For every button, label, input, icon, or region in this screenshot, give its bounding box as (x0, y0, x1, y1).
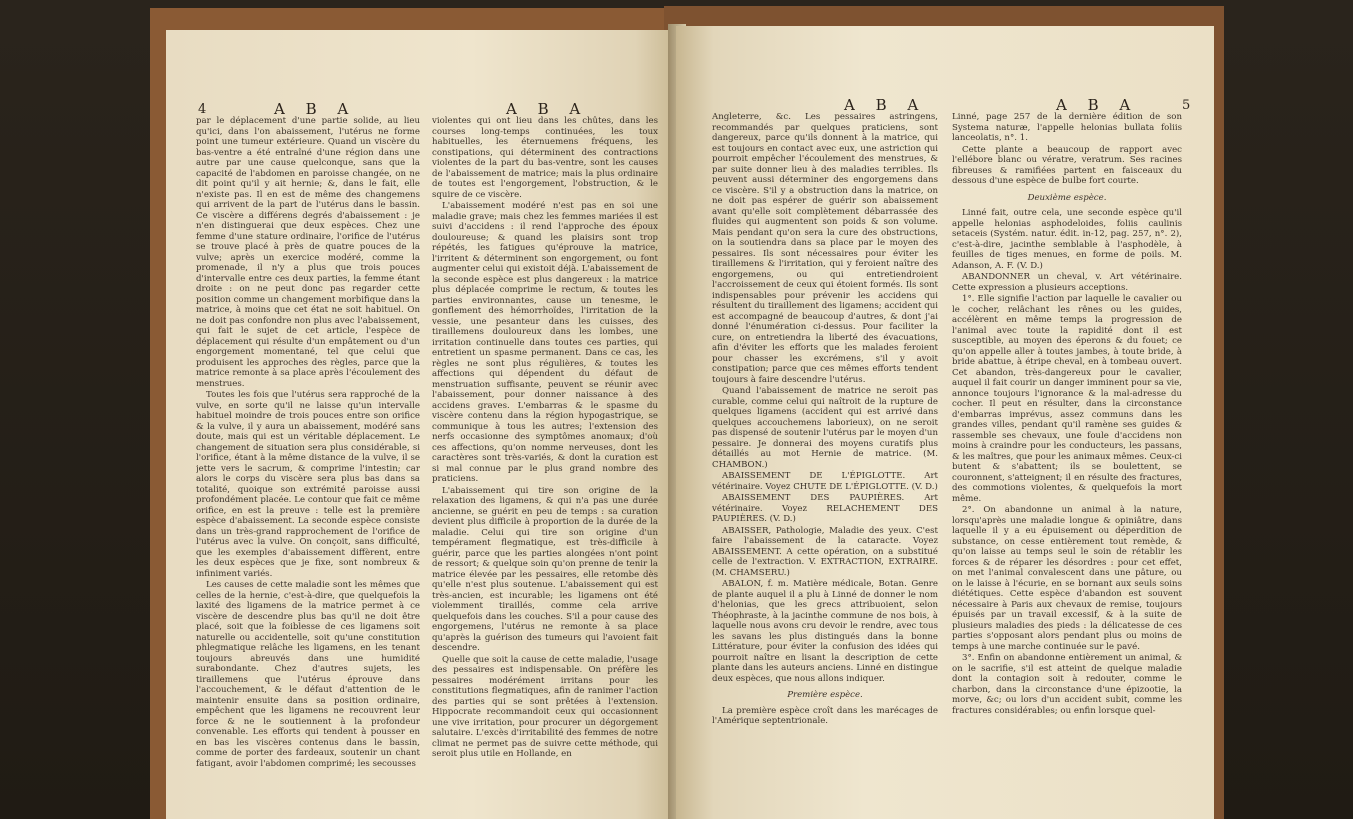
left-page-column-1 (196, 116, 420, 816)
left-page-column-2 (432, 116, 658, 816)
paragraph: Linné, page 257 de la dernière édition de son Systema naturæ, l'appelle helonias bullata foliis lanceolatis, n°. 1. (952, 112, 1182, 143)
paragraph: La première espèce croît dans les marécages de l'Amérique septentrionale. (712, 705, 938, 726)
paragraph: 1°. Elle signifie l'action par laquelle le cavalier ou le cocher, relâchant les rênes ou les guides, accélèrent en même temps la progression de l'animal avec toute la rapidité dont il est susceptible, au moyen des éperons & du fouet; ce qu'on appelle aller à toutes jambes, à toute bride, à bride abattue, à étripe cheval, en à tombeau ouvert. Cet abandon, très-dangereux pour le cavalier, auquel il fait courir un danger imminent pour sa vie, annonce toujours l'ignorance & la mal-adresse du cocher. Il peut en résulter, dans la circonstance d'embarras imprévus, assez communs dans les grandes villes, pendant qu'il ramène ses guides & rassemble ses chevaux, une foule d'accidens non moins à craindre pour les conducteurs, les passans, & les maîtres, que pour les animaux mêmes. Ceux-ci butent & s'abattent; ils se boulettent, se couronnent, s'atteignent; il en résulte des fractures, des commotions violentes, & quelquefois la mort même. (952, 294, 1182, 504)
paragraph: Toutes les fois que l'utérus sera rapproché de la vulve, en sorte qu'il ne laisse qu'un intervalle habituel moindre de trois pouces entre son orifice & la vulve, il y aura un abaissement, modéré sans doute, mais qui est un véritable déplacement. Le changement de situation sera plus considérable, si l'orifice, étant à la même distance de la vulve, il se jette vers le sacrum, & comprime l'intestin; car alors le corps du viscère sera plus bas dans sa totalité, quoique son extrémité paroisse aussi profondément placée. Le contour que fait ce même orifice, en est la preuve : telle est la première espèce d'abaissement. La seconde espèce consiste dans un très-grand rapprochement de l'orifice de l'utérus avec la vulve. On conçoit, sans difficulté, que les exemples d'abaissement diffèrent, entre les deux espèces que je fixe, sont nombreux & infiniment variés. (196, 390, 420, 579)
paragraph: 2°. On abandonne un animal à la nature, lorsqu'après une maladie longue & opiniâtre, dans laquelle il y a eu épuisement ou déperdition de substance, on cesse entièrement tout remède, & qu'on laisse au temps seul le soin de rétablir les forces & de réparer les désordres : pour cet effet, on met l'animal convalescent dans une pâture, ou on le laisse à l'écurie, en se bornant aux seuls soins diététiques. Cette espèce d'abandon est souvent nécessaire à Paris aux chevaux de remise, toujours épuisés par un travail excessif, & à la suite de plusieurs maladies des pieds : la délicatesse de ces parties s'opposant alors pendant plus ou moins de temps à une marche continuée sur le pavé. (952, 505, 1182, 652)
entry-abandonner: ABANDONNER un cheval, v. Art vétérinaire. Cette expression a plusieurs acceptions. (952, 272, 1182, 293)
paragraph: 3°. Enfin on abandonne entièrement un animal, & on le sacrifie, s'il est atteint de quelque maladie dont la contagion soit à redouter, comme le charbon, dans la circonstance d'une épizootie, la morve, &c; ou lors d'un accident subit, comme les fractures considérables; ou enfin lorsque quel- (952, 653, 1182, 716)
entry-abaissement-epiglotte: ABAISSEMENT DE L'ÉPIGLOTTE. Art vétérinaire. Voyez CHUTE DE L'ÉPIGLOTTE. (V. D.) (712, 471, 938, 492)
paragraph: Les causes de cette maladie sont les mêmes que celles de la hernie, c'est-à-dire, que quelquefois la laxité des ligamens de la matrice permet à ce viscère de descendre plus bas qu'il ne doit être placé, soit que la foiblesse de ces ligamens soit naturelle ou accidentelle, soit qu'une constitution phlegmatique relâche les ligamens, en les tenant toujours abreuvés dans une humidité surabondante. Chez d'autres sujets, les tiraillemens que l'utérus éprouve dans l'accouchement, & le défaut d'attention de le maintenir ensuite dans sa position ordinaire, empêchent que les ligamens ne recouvrent leur force & ne le soutiennent à la profondeur convenable. Les efforts qui tendent à pousser en en bas les viscères contenus dans le bassin, comme de porter des fardeaux, soutenir un chant fatigant, avoir l'abdomen comprimé; les secousses (196, 580, 420, 769)
header-right-a: A B A (844, 96, 927, 114)
paragraph: Cette plante a beaucoup de rapport avec l'ellébore blanc ou vératre, veratrum. Ses racines fibreuses & ramifiées partent en faisceaux du dessous d'une espèce de bulbe fort courte. (952, 144, 1182, 186)
page-number-left: 4 (198, 102, 207, 117)
paragraph: L'abaissement qui tire son origine de la relaxation des ligamens, & qui n'a pas une durée ancienne, se guérit en peu de temps : sa curation devient plus difficile à proportion de la durée de la maladie. Celui qui tire son origine d'un tempérament flegmatique, est très-difficile à guérir, parce que les parties alongées n'ont point de ressort; & quelque soin qu'on prenne de tenir la matrice élevée par les pessaires, elle retombe dès qu'elle n'est plus soutenue. L'abaissement qui est très-ancien, est incurable; les ligamens ont été violemment tiraillés, comme cela arrive quelquefois dans les couches. S'il a pour cause des engorgemens, l'utérus ne remonte à sa place qu'après la guérison des tumeurs qui l'avoient fait descendre. (432, 485, 658, 653)
paragraph: violentes qui ont lieu dans les chûtes, dans les courses long-temps continuées, les toux habituelles, les éternuemens fréquens, les constipations, qui déterminent des contractions violentes de la part du bas-ventre, sont les causes de l'abaissement de matrice; mais la plus ordinaire de toutes est l'engorgement, l'obstruction, & le squire de ce viscère. (432, 116, 658, 200)
header-left-b: A B A (506, 100, 589, 118)
paragraph: Linné fait, outre cela, une seconde espèce qu'il appelle helonias asphodeloides, foliis caulinis setaceis (Systém. natur. édit. in-12, pag. 257, n°. 2), c'est-à-dire, jacinthe semblable à l'asphodèle, à feuilles de tiges menues, en forme de poils. M. Adanson, A. F. (V. D.) (952, 208, 1182, 271)
paragraph: Angleterre, &c. Les pessaires astringens, recommandés par quelques praticiens, sont dangereux, parce qu'ils donnent à la matrice, qui est toujours en contact avec eux, une astriction qui pourroit empêcher l'écoulement des menstrues, & par suite donner lieu à des maladies terribles. Ils peuvent aussi déterminer des engorgemens dans ce viscère. S'il y a obstruction dans la matrice, on ne doit pas espérer de guérir son abaissement avant qu'elle soit complètement débarrassée des fluides qui augmentent son poids & son volume. Mais pendant qu'on sera la cure des obstructions, on la soutiendra dans sa place par le moyen des pessaires. Ils sont nécessaires pour éviter les tiraillemens & l'irritation, qui y feroient naître des engorgemens, ou qui entretiendroient l'accroissement de ceux qui étoient formés. Ils sont indispensables pour prévenir les accidens qui résultent du tiraillement des ligamens; accident qui est accompagné de beaucoup d'autres, & dont j'ai donné l'énumération ci-dessus. Pour faciliter la cure, on entretiendra la liberté des évacuations, afin d'éviter les efforts que les malades feroient pour chasser les excrémens, s'il y avoit constipation; parce que ces mêmes efforts tendent toujours à faire descendre l'utérus. (712, 112, 938, 385)
header-left-a: A B A (274, 100, 357, 118)
paragraph: Quand l'abaissement de matrice ne seroit pas curable, comme celui qui naîtroit de la rupture de quelques ligamens (accident qui est arrivé dans quelques accouchemens laborieux), on ne seroit pas dispensé de soutenir l'utérus par le moyen d'un pessaire. Je donnerai des moyens curatifs plus détaillés au mot Hernie de matrice. (M. CHAMBON.) (712, 386, 938, 470)
paragraph: L'abaissement modéré n'est pas en soi une maladie grave; mais chez les femmes mariées il est suivi d'accidens : il rend l'approche des époux douloureuse; & quand les plaisirs sont trop répétés, les fatigues qu'éprouve la matrice, l'irritent & déterminent son engorgement, ou font augmenter celui qui existoit déjà. L'abaissement de la seconde espèce est plus dangereux : la matrice plus déplacée comprime le rectum, & toutes les parties environnantes, cause un tenesme, le gonflement des hémorrhoïdes, l'irritation de la vessie, une pesanteur dans les cuisses, des tiraillemens douloureux dans les lombes, une irritation continuelle dans toutes ces parties, qui entretient un spasme permanent. Dans ce cas, les règles ne sont plus régulières, & toutes les affections qui dépendent du défaut de menstruation suffisante, peuvent se réunir avec l'abaissement, pour donner naissance à des accidens graves. L'embarras & le spasme du viscère contenu dans la région hypogastrique, se communique à tous les autres; l'extension des nerfs occasionne des symptômes anomaux; d'où ces affections, qu'on nomme nerveuses, dont les caractères sont très-variés, & dont la curation est si mal connue par le plus grand nombre des praticiens. (432, 201, 658, 484)
right-page-column-2 (952, 112, 1182, 812)
subheading-deuxieme-espece: Deuxième espèce. (1027, 192, 1107, 203)
paragraph: par le déplacement d'une partie solide, au lieu qu'ici, dans l'on abaissement, l'utérus ne forme point une tumeur extérieure. Quand un viscère du bas-ventre a été entraîné d'une région dans une autre par une cause quelconque, sans que la capacité de l'abdomen en paroisse changée, on ne dit point qu'il y ait hernie; &, dans le fait, elle n'existe pas. Il en est de même des changemens qui arrivent de la part de l'utérus dans le bassin. Ce viscère a différens degrés d'abaissement : je n'en distinguerai que deux espèces. Chez une femme d'une stature ordinaire, l'orifice de l'utérus se trouve placé à près de quatre pouces de la vulve; après un exercice modéré, comme la promenade, il n'y a plus que trois pouces d'intervalle entre ces deux parties, la femme étant droite : on ne peut donc pas regarder cette position comme un changement morbifique dans la matrice, à moins que cet état ne soit habituel. On ne doit pas confondre non plus avec l'abaissement, qui fait le sujet de cet article, l'espèce de déplacement qui résulte d'un empâtement ou d'un engorgement momentané, tel que celui que produisent les approches des règles, parce que la matrice remonte à sa place après l'écoulement des menstrues. (196, 116, 420, 389)
subheading-premiere-espece: Première espèce. (787, 690, 863, 700)
page-number-right: 5 (1182, 98, 1191, 113)
right-page-column-1 (712, 112, 938, 812)
left-page (166, 30, 676, 819)
entry-abaissement-paupieres: ABAISSEMENT DES PAUPIÈRES. Art vétérinaire. Voyez RELACHEMENT DES PAUPIÈRES. (V. D.) (712, 493, 938, 524)
entry-abalon: ABALON, f. m. Matière médicale, Botan. Genre de plante auquel il a plu à Linné de donner le nom d'helonias, que les grecs attribuoient, selon Théophraste, à la jacinthe commune de nos bois, à laquelle nous avons cru devoir le rendre, avec tous les savans les plus distingués dans la bonne Littérature, pour éviter la confusion des idées qui pourroit naître en lisant la description de cette plante dans les auteurs anciens. Linné en distingue deux espèces, que nous allons indiquer. (712, 579, 938, 684)
header-right-b: A B A (1056, 96, 1139, 114)
paragraph: Quelle que soit la cause de cette maladie, l'usage des pessaires est indispensable. On préfère les pessaires modérément irritans pour les constitutions flegmatiques, afin de ranimer l'action des parties qui se sont prêtées à l'extension. Hippocrate recommandoit ceux qui occasionnent une vive irritation, pour procurer un dégorgement salutaire. L'excès d'irritabilité des femmes de notre climat ne permet pas de suivre cette méthode, qui seroit plus utile en Hollande, en (432, 654, 658, 759)
right-page (676, 26, 1214, 819)
entry-abaisser: ABAISSER, Pathologie, Maladie des yeux. C'est faire l'abaissement de la cataracte. Voyez ABAISSEMENT. A cette opération, on a substitué celle de l'extraction. V. EXTRACTION, EXTRAIRE. (M. CHAMSERU.) (712, 525, 938, 578)
